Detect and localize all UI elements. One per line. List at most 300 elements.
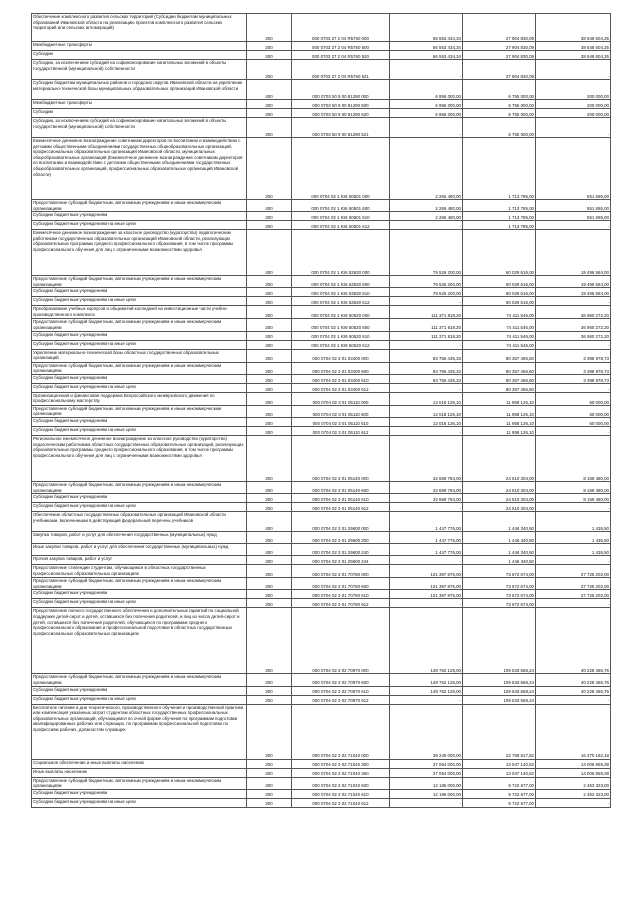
table-row xyxy=(32,138,611,200)
row-approved-amount-cell: - xyxy=(390,556,463,565)
row-name-cell: Предоставление субсидий бюджетным, автономным учреждениям и иным некоммерческим организациям xyxy=(32,578,247,590)
row-unexecuted-amount-cell: - xyxy=(536,426,611,435)
row-line-code-cell: 200 xyxy=(247,590,292,599)
row-executed-amount-cell: 60 029 616,00 xyxy=(463,230,536,276)
row-unexecuted-amount-cell: 36 960 272,20 xyxy=(536,331,611,340)
row-budget-code-cell: 000 0704 02 1 Ю6 53630 000 xyxy=(292,230,390,276)
row-unexecuted-amount-cell: 36 960 272,20 xyxy=(536,306,611,319)
row-budget-code-cell: 000 0704 02 3 02 71040 000 xyxy=(292,704,390,759)
row-executed-amount-cell: 6 755 000,00 xyxy=(463,80,536,100)
row-approved-amount-cell: - xyxy=(390,297,463,306)
row-approved-amount-cell: 149 762 125,00 xyxy=(390,686,463,695)
row-line-code-cell: 200 xyxy=(247,109,292,118)
row-name-cell: Предоставление субсидий бюджетным, автономным учреждениям и иным некоммерческим организациям xyxy=(32,777,247,789)
table-row xyxy=(32,556,611,565)
row-name-cell: Региональное ежемесячное денежное вознаграждение за классное руководство (кураторство) педагогическим работникам областных государственных образовательных организаций, реализующих образовательные программы среднего профессионального образования, в том числе программы профессионального обучения для лиц с ограниченными возможностями здоровья xyxy=(32,435,247,481)
table-row xyxy=(32,306,611,319)
row-approved-amount-cell: 12 186 000,00 xyxy=(390,789,463,798)
row-budget-code-cell: 000 0704 02 3 02 71040 610 xyxy=(292,789,390,798)
table-row xyxy=(32,789,611,798)
row-name-cell: Бесплатное питание в дни теоретического, производственного обучения и производственной практики или компенсация указанных затрат студентам областных государственных профессиональных образовательных организаций, обучающимся по очной форме обучения по программам подготовки квалифицированных рабочих или служащих, по программам профессиональной подготовки по профессиям рабочих, должностям служащих xyxy=(32,704,247,759)
row-budget-code-cell: 000 0704 02 1 Ю6 50501 000 xyxy=(292,138,390,200)
row-approved-amount-cell: - xyxy=(390,503,463,512)
table-row xyxy=(32,221,611,230)
row-executed-amount-cell: 6 755 000,00 xyxy=(463,118,536,138)
row-executed-amount-cell: 74 411 546,00 xyxy=(463,319,536,331)
row-line-code-cell: 200 xyxy=(247,532,292,544)
row-line-code-cell: 200 xyxy=(247,405,292,417)
row-budget-code-cell: 000 0704 02 1 Ю6 53630 610 xyxy=(292,288,390,297)
row-line-code-cell: 200 xyxy=(247,212,292,221)
table-row xyxy=(32,42,611,51)
row-unexecuted-amount-cell: 14 006 859,38 xyxy=(536,768,611,777)
row-name-cell: Субсидии xyxy=(32,109,247,118)
row-budget-code-cell: 000 0703 27 2 04 R5760 520 xyxy=(292,51,390,60)
row-approved-amount-cell: 2 265 480,00 xyxy=(390,212,463,221)
table-row xyxy=(32,503,611,512)
row-budget-code-cell: 000 0704 02 3 02 70970 612 xyxy=(292,695,390,704)
row-budget-code-cell: 000 0704 02 1 Ю6 53630 612 xyxy=(292,297,390,306)
row-unexecuted-amount-cell: - xyxy=(536,599,611,608)
row-unexecuted-amount-cell: 40 228 456,76 xyxy=(536,686,611,695)
table-row xyxy=(32,319,611,331)
row-budget-code-cell: 000 0704 02 3 01 05140 612 xyxy=(292,503,390,512)
row-budget-code-cell: 000 0703 27 2 04 R5760 000 xyxy=(292,14,390,42)
row-approved-amount-cell: 101 397 876,00 xyxy=(390,590,463,599)
row-approved-amount-cell: - xyxy=(390,695,463,704)
row-budget-code-cell: 000 0704 02 3 02 71040 300 xyxy=(292,759,390,768)
row-executed-amount-cell: 1 446 340,50 xyxy=(463,512,536,532)
table-row xyxy=(32,200,611,212)
row-name-cell: Субсидии бюджетным учреждениям xyxy=(32,331,247,340)
row-executed-amount-cell: 1 713 785,00 xyxy=(463,138,536,200)
row-approved-amount-cell: 66 553 434,34 xyxy=(390,51,463,60)
row-approved-amount-cell: 6 956 000,00 xyxy=(390,109,463,118)
row-unexecuted-amount-cell: 8 159 480,00 xyxy=(536,481,611,493)
row-executed-amount-cell: 11 958 126,10 xyxy=(463,405,536,417)
row-executed-amount-cell: 11 958 126,10 xyxy=(463,426,536,435)
row-name-cell: Организационная и финансовая поддержка Всероссийского межвузовского движения по профессиональному мастерству xyxy=(32,392,247,405)
row-name-cell: Субсидии бюджетным учреждениям на иные цели xyxy=(32,340,247,349)
row-name-cell: Предоставление стипендии студентам, обучающимся в областных государственных профессиональных образовательных организациях xyxy=(32,565,247,578)
row-unexecuted-amount-cell: 2 463 323,00 xyxy=(536,789,611,798)
row-approved-amount-cell: 101 397 876,00 xyxy=(390,565,463,578)
row-budget-code-cell: 000 0704 02 3 01 29600 244 xyxy=(292,556,390,565)
table-row xyxy=(32,608,611,674)
row-name-cell: Субсидии бюджетным учреждениям на иные цели xyxy=(32,383,247,392)
row-approved-amount-cell: 27 054 000,00 xyxy=(390,759,463,768)
budget-expenditure-table xyxy=(31,13,611,808)
row-line-code-cell: 200 xyxy=(247,798,292,807)
row-name-cell: Субсидии бюджетным учреждениям xyxy=(32,686,247,695)
row-unexecuted-amount-cell: 27 725 202,00 xyxy=(536,590,611,599)
row-executed-amount-cell: 11 958 126,10 xyxy=(463,392,536,405)
row-unexecuted-amount-cell: 40 228 456,76 xyxy=(536,674,611,686)
row-executed-amount-cell: 24 510 304,00 xyxy=(463,435,536,481)
row-unexecuted-amount-cell: 551 695,00 xyxy=(536,200,611,212)
row-name-cell: Иные выплаты населению xyxy=(32,768,247,777)
table-row xyxy=(32,374,611,383)
row-executed-amount-cell: 1 446 340,50 xyxy=(463,556,536,565)
row-budget-code-cell: 000 0704 02 3 01 03400 000 xyxy=(292,349,390,362)
row-executed-amount-cell: 24 510 304,00 xyxy=(463,494,536,503)
row-executed-amount-cell: 24 510 304,00 xyxy=(463,503,536,512)
row-executed-amount-cell: 80 357 456,60 xyxy=(463,349,536,362)
table-row xyxy=(32,362,611,374)
row-executed-amount-cell: 11 958 126,10 xyxy=(463,417,536,426)
row-unexecuted-amount-cell: - xyxy=(536,798,611,807)
row-name-cell: Предоставление полного государственного обеспечения и дополнительных гарантий по социальной поддержке детей-сирот и детей, оставшихся без попечения родителей, и лиц из числа детей-сирот и детей, оставшихся без попечения родителей, обучающихся по программам среднего профессионального образования и профессиональной подготовки в областных государственных профессиональных образовательных организациях xyxy=(32,608,247,674)
row-line-code-cell: 200 xyxy=(247,426,292,435)
row-name-cell: Субсидии бюджетным учреждениям xyxy=(32,590,247,599)
row-executed-amount-cell: 74 411 546,00 xyxy=(463,306,536,319)
table-body xyxy=(32,14,611,808)
row-unexecuted-amount-cell: - xyxy=(536,695,611,704)
row-unexecuted-amount-cell: 38 648 604,25 xyxy=(536,51,611,60)
row-name-cell: Обеспечение комплексного развития сельских территорий (Субсидии бюджетам муниципальных образований Ивановской области на реализацию проектов комплексного развития сельских территорий или сельских агломераций) xyxy=(32,14,247,42)
row-unexecuted-amount-cell: 14 006 859,38 xyxy=(536,759,611,768)
row-approved-amount-cell: 79 526 200,00 xyxy=(390,288,463,297)
table-row xyxy=(32,288,611,297)
row-executed-amount-cell: 9 722 677,00 xyxy=(463,789,536,798)
row-budget-code-cell: 000 0704 02 3 01 70780 610 xyxy=(292,590,390,599)
row-name-cell: Субсидии бюджетным учреждениям на иные цели xyxy=(32,426,247,435)
row-name-cell: Субсидии бюджетным учреждениям на иные цели xyxy=(32,798,247,807)
row-approved-amount-cell: - xyxy=(390,60,463,80)
row-line-code-cell: 200 xyxy=(247,100,292,109)
row-budget-code-cell: 000 0704 02 3 01 29600 200 xyxy=(292,532,390,544)
row-line-code-cell: 200 xyxy=(247,503,292,512)
row-unexecuted-amount-cell: 19 496 584,00 xyxy=(536,288,611,297)
table-row xyxy=(32,532,611,544)
row-executed-amount-cell: 109 533 668,24 xyxy=(463,686,536,695)
row-unexecuted-amount-cell: 3 398 978,73 xyxy=(536,374,611,383)
row-line-code-cell: 200 xyxy=(247,686,292,695)
table-row xyxy=(32,590,611,599)
row-line-code-cell: 200 xyxy=(247,494,292,503)
table-row xyxy=(32,578,611,590)
row-approved-amount-cell: 83 756 435,33 xyxy=(390,349,463,362)
row-line-code-cell: 200 xyxy=(247,435,292,481)
row-line-code-cell: 200 xyxy=(247,565,292,578)
row-name-cell: Субсидии, за исключением субсидий на софинансирование капитальных вложений в объекты государственной (муниципальной) собственности xyxy=(32,118,247,138)
row-name-cell: Субсидии бюджетным учреждениям на иные цели xyxy=(32,297,247,306)
table-row xyxy=(32,544,611,556)
row-budget-code-cell: 000 0704 02 3 01 03400 610 xyxy=(292,374,390,383)
row-name-cell: Субсидии бюджетным учреждениям на иные цели xyxy=(32,695,247,704)
row-name-cell: Субсидии бюджетам муниципальных районов и городских округов Ивановской области на укрепление материально-технической базы муниципальных образовательных организаций Ивановской области xyxy=(32,80,247,100)
row-budget-code-cell: 000 0704 02 3 02 70970 000 xyxy=(292,608,390,674)
row-line-code-cell: 200 xyxy=(247,481,292,493)
row-executed-amount-cell: 60 029 616,00 xyxy=(463,297,536,306)
row-approved-amount-cell: - xyxy=(390,383,463,392)
row-executed-amount-cell: 6 755 000,00 xyxy=(463,109,536,118)
row-approved-amount-cell: 149 762 125,00 xyxy=(390,674,463,686)
row-approved-amount-cell: 12 018 126,10 xyxy=(390,392,463,405)
row-executed-amount-cell: 73 672 674,00 xyxy=(463,599,536,608)
table-row xyxy=(32,674,611,686)
row-approved-amount-cell: 27 054 000,00 xyxy=(390,768,463,777)
row-unexecuted-amount-cell: 200 000,00 xyxy=(536,80,611,100)
row-budget-code-cell: 000 0704 02 1 Ю9 50520 000 xyxy=(292,306,390,319)
row-name-cell: Субсидии бюджетным учреждениям xyxy=(32,417,247,426)
row-approved-amount-cell: 66 553 434,34 xyxy=(390,14,463,42)
row-unexecuted-amount-cell: 27 725 202,00 xyxy=(536,578,611,590)
row-approved-amount-cell: 6 956 000,00 xyxy=(390,80,463,100)
row-budget-code-cell: 000 0703 50 9 00 81290 500 xyxy=(292,100,390,109)
row-executed-amount-cell: 80 357 456,60 xyxy=(463,383,536,392)
row-unexecuted-amount-cell: 551 695,00 xyxy=(536,212,611,221)
row-executed-amount-cell: 1 713 785,00 xyxy=(463,200,536,212)
table-row xyxy=(32,494,611,503)
row-name-cell: Субсидии бюджетным учреждениям xyxy=(32,789,247,798)
row-line-code-cell: 200 xyxy=(247,556,292,565)
row-unexecuted-amount-cell: 19 496 584,00 xyxy=(536,276,611,288)
row-approved-amount-cell: 111 371 818,20 xyxy=(390,319,463,331)
row-executed-amount-cell: 109 533 668,24 xyxy=(463,674,536,686)
row-unexecuted-amount-cell: 200 000,00 xyxy=(536,109,611,118)
row-approved-amount-cell: 79 526 200,00 xyxy=(390,276,463,288)
row-budget-code-cell: 000 0704 02 3 02 71040 360 xyxy=(292,768,390,777)
row-unexecuted-amount-cell: - xyxy=(536,221,611,230)
row-budget-code-cell: 000 0704 02 3 02 70970 610 xyxy=(292,686,390,695)
row-line-code-cell: 200 xyxy=(247,42,292,51)
row-line-code-cell: 200 xyxy=(247,340,292,349)
row-budget-code-cell: 000 0704 02 3 01 70780 612 xyxy=(292,599,390,608)
row-approved-amount-cell: 12 018 126,10 xyxy=(390,405,463,417)
table-row xyxy=(32,798,611,807)
row-executed-amount-cell: 9 722 677,00 xyxy=(463,798,536,807)
row-executed-amount-cell: 13 047 140,62 xyxy=(463,759,536,768)
row-budget-code-cell: 000 0704 02 3 01 05140 000 xyxy=(292,435,390,481)
table-row xyxy=(32,417,611,426)
row-budget-code-cell: 000 0704 02 3 02 70970 600 xyxy=(292,674,390,686)
row-budget-code-cell: 000 0703 27 2 04 R5760 521 xyxy=(292,60,390,80)
row-approved-amount-cell: 32 669 784,00 xyxy=(390,435,463,481)
row-name-cell: Закупка товаров, работ и услуг для обеспечения государственных (муниципальных) нужд xyxy=(32,532,247,544)
row-executed-amount-cell: 1 446 340,50 xyxy=(463,532,536,544)
row-executed-amount-cell: 6 755 000,00 xyxy=(463,100,536,109)
row-unexecuted-amount-cell: 200 000,00 xyxy=(536,100,611,109)
row-executed-amount-cell: 73 672 674,00 xyxy=(463,565,536,578)
row-budget-code-cell: 000 0704 02 3 01 03400 600 xyxy=(292,362,390,374)
row-line-code-cell: 200 xyxy=(247,608,292,674)
row-budget-code-cell: 000 0704 02 3 01 05110 612 xyxy=(292,426,390,435)
row-line-code-cell: 200 xyxy=(247,331,292,340)
row-budget-code-cell: 000 0704 02 1 Ю9 50520 612 xyxy=(292,340,390,349)
row-name-cell: Субсидии xyxy=(32,51,247,60)
row-line-code-cell: 200 xyxy=(247,768,292,777)
row-line-code-cell: 200 xyxy=(247,118,292,138)
row-name-cell: Межбюджетные трансферты xyxy=(32,100,247,109)
row-budget-code-cell: 000 0704 02 3 02 71040 600 xyxy=(292,777,390,789)
row-name-cell: Предоставление субсидий бюджетным, автономным учреждениям и иным некоммерческим организациям xyxy=(32,200,247,212)
row-executed-amount-cell: 60 029 616,00 xyxy=(463,288,536,297)
row-budget-code-cell: 000 0704 02 3 01 29600 000 xyxy=(292,512,390,532)
row-line-code-cell: 200 xyxy=(247,221,292,230)
row-approved-amount-cell: - xyxy=(390,221,463,230)
row-budget-code-cell: 000 0704 02 3 01 05140 600 xyxy=(292,481,390,493)
row-approved-amount-cell: 111 371 818,20 xyxy=(390,331,463,340)
row-approved-amount-cell: 1 447 776,00 xyxy=(390,512,463,532)
row-budget-code-cell: 000 0704 02 3 01 05110 000 xyxy=(292,392,390,405)
row-executed-amount-cell: 73 672 674,00 xyxy=(463,578,536,590)
row-name-cell: Ежемесячное денежное вознаграждение за классное руководство (кураторство) педагогическим работникам государственных образовательных организаций Ивановской области, реализующих образовательные программы среднего профессионального образования, в том числе программы профессионального обучения для лиц с ограниченными возможностями здоровья xyxy=(32,230,247,276)
row-approved-amount-cell: 1 447 776,00 xyxy=(390,532,463,544)
table-row xyxy=(32,331,611,340)
row-executed-amount-cell: 80 357 456,60 xyxy=(463,374,536,383)
row-executed-amount-cell: 74 411 546,00 xyxy=(463,331,536,340)
row-approved-amount-cell: - xyxy=(390,599,463,608)
row-name-cell: Предоставление субсидий бюджетным, автономным учреждениям и иным некоммерческим организациям xyxy=(32,319,247,331)
table-row xyxy=(32,777,611,789)
row-executed-amount-cell: 1 713 785,00 xyxy=(463,221,536,230)
table-row xyxy=(32,686,611,695)
row-budget-code-cell: 000 0704 02 3 01 70780 600 xyxy=(292,578,390,590)
row-name-cell: Предоставление субсидий бюджетным, автономным учреждениям и иным некоммерческим организациям xyxy=(32,276,247,288)
row-name-cell: Субсидии бюджетным учреждениям xyxy=(32,494,247,503)
row-executed-amount-cell: 74 411 546,00 xyxy=(463,340,536,349)
table-row xyxy=(32,212,611,221)
row-line-code-cell: 200 xyxy=(247,674,292,686)
row-name-cell: Предоставление субсидий бюджетным, автономным учреждениям и иным некоммерческим организациям xyxy=(32,405,247,417)
row-unexecuted-amount-cell: 19 496 584,00 xyxy=(536,230,611,276)
row-budget-code-cell: 000 0704 02 1 Ю9 50520 600 xyxy=(292,319,390,331)
row-line-code-cell: 200 xyxy=(247,80,292,100)
row-line-code-cell: 200 xyxy=(247,789,292,798)
row-name-cell: Субсидии бюджетным учреждениям xyxy=(32,212,247,221)
row-executed-amount-cell: 80 357 456,60 xyxy=(463,362,536,374)
row-unexecuted-amount-cell: 1 435,50 xyxy=(536,544,611,556)
row-budget-code-cell: 000 0704 02 1 Ю9 50520 610 xyxy=(292,331,390,340)
table-row xyxy=(32,512,611,532)
row-name-cell: Субсидии бюджетным учреждениям на иные цели xyxy=(32,221,247,230)
row-approved-amount-cell: 79 526 200,00 xyxy=(390,230,463,276)
table-row xyxy=(32,405,611,417)
row-line-code-cell: 200 xyxy=(247,319,292,331)
row-budget-code-cell: 000 0704 02 3 01 03400 612 xyxy=(292,383,390,392)
row-executed-amount-cell: 22 769 817,82 xyxy=(463,704,536,759)
table-row xyxy=(32,349,611,362)
row-name-cell: Субсидии бюджетным учреждениям xyxy=(32,288,247,297)
row-approved-amount-cell: 32 669 784,00 xyxy=(390,481,463,493)
row-executed-amount-cell: 109 533 668,24 xyxy=(463,608,536,674)
table-row xyxy=(32,60,611,80)
row-approved-amount-cell: 83 756 435,33 xyxy=(390,362,463,374)
table-row xyxy=(32,695,611,704)
row-line-code-cell: 200 xyxy=(247,759,292,768)
table-row xyxy=(32,80,611,100)
row-unexecuted-amount-cell: 1 435,50 xyxy=(536,512,611,532)
row-line-code-cell: 200 xyxy=(247,230,292,276)
row-approved-amount-cell: - xyxy=(390,798,463,807)
row-approved-amount-cell: - xyxy=(390,118,463,138)
row-line-code-cell: 200 xyxy=(247,578,292,590)
table-row xyxy=(32,599,611,608)
row-line-code-cell: 200 xyxy=(247,306,292,319)
row-name-cell: Предоставление субсидий бюджетным, автономным учреждениям и иным некоммерческим организациям xyxy=(32,481,247,493)
row-approved-amount-cell: 2 265 480,00 xyxy=(390,138,463,200)
row-executed-amount-cell: 9 722 677,00 xyxy=(463,777,536,789)
table-row xyxy=(32,109,611,118)
table-row xyxy=(32,340,611,349)
row-approved-amount-cell: 12 018 126,10 xyxy=(390,417,463,426)
row-unexecuted-amount-cell: - xyxy=(536,340,611,349)
row-line-code-cell: 200 xyxy=(247,374,292,383)
row-line-code-cell: 200 xyxy=(247,138,292,200)
row-executed-amount-cell: 1 446 340,50 xyxy=(463,544,536,556)
row-line-code-cell: 200 xyxy=(247,60,292,80)
table-row xyxy=(32,759,611,768)
row-executed-amount-cell: 1 713 785,00 xyxy=(463,212,536,221)
row-budget-code-cell: 000 0704 02 3 01 05110 600 xyxy=(292,405,390,417)
row-executed-amount-cell: 27 904 830,09 xyxy=(463,60,536,80)
row-unexecuted-amount-cell: - xyxy=(536,503,611,512)
row-name-cell: Обеспечение областных государственных образовательных организаций Ивановской области учебниками, включенными в действующий федеральный перечень учебников xyxy=(32,512,247,532)
row-approved-amount-cell: 12 186 000,00 xyxy=(390,777,463,789)
table-row xyxy=(32,426,611,435)
table-row xyxy=(32,435,611,481)
row-unexecuted-amount-cell: 27 725 202,00 xyxy=(536,565,611,578)
row-approved-amount-cell: - xyxy=(390,426,463,435)
row-line-code-cell: 200 xyxy=(247,200,292,212)
row-unexecuted-amount-cell: 1 435,50 xyxy=(536,532,611,544)
row-line-code-cell: 200 xyxy=(247,51,292,60)
row-unexecuted-amount-cell: - xyxy=(536,383,611,392)
row-name-cell: Ежемесячное денежное вознаграждение советникам директоров по воспитанию и взаимодействию с детскими общественными объединениями государственных общеобразовательных организаций, профессиональных образовательных организаций Ивановской области, муниципальных общеобразовательных организаций (Ежемесячное денежное вознаграждение советникам директоров по воспитанию и взаимодействию с детскими общественными объединениями государственных общеобразовательных организаций, профессиональных образовательных организаций Ивановской области) xyxy=(32,138,247,200)
row-approved-amount-cell: - xyxy=(390,340,463,349)
row-line-code-cell: 200 xyxy=(247,544,292,556)
row-line-code-cell: 200 xyxy=(247,383,292,392)
row-approved-amount-cell: 32 669 784,00 xyxy=(390,494,463,503)
row-unexecuted-amount-cell: 60 000,00 xyxy=(536,417,611,426)
row-budget-code-cell: 000 0703 50 9 00 81290 000 xyxy=(292,80,390,100)
row-unexecuted-amount-cell: 40 228 456,76 xyxy=(536,608,611,674)
row-unexecuted-amount-cell: 60 000,00 xyxy=(536,392,611,405)
row-executed-amount-cell: 60 029 616,00 xyxy=(463,276,536,288)
row-unexecuted-amount-cell: - xyxy=(536,118,611,138)
table-row xyxy=(32,230,611,276)
row-line-code-cell: 200 xyxy=(247,392,292,405)
row-unexecuted-amount-cell: 38 648 604,25 xyxy=(536,14,611,42)
row-budget-code-cell: 000 0704 02 3 02 71040 612 xyxy=(292,798,390,807)
row-approved-amount-cell: 2 265 480,00 xyxy=(390,200,463,212)
row-name-cell: Межбюджетные трансферты xyxy=(32,42,247,51)
row-unexecuted-amount-cell: 8 159 480,00 xyxy=(536,435,611,481)
row-name-cell: Субсидии бюджетным учреждениям xyxy=(32,374,247,383)
row-approved-amount-cell: 83 756 435,33 xyxy=(390,374,463,383)
row-executed-amount-cell: 73 672 674,00 xyxy=(463,590,536,599)
table-row xyxy=(32,383,611,392)
table-row xyxy=(32,481,611,493)
table-row xyxy=(32,392,611,405)
row-executed-amount-cell: 27 904 830,09 xyxy=(463,51,536,60)
row-name-cell: Предоставление субсидий бюджетным, автономным учреждениям и иным некоммерческим организациям xyxy=(32,362,247,374)
row-unexecuted-amount-cell: 38 648 604,25 xyxy=(536,42,611,51)
row-approved-amount-cell: 66 553 434,34 xyxy=(390,42,463,51)
row-line-code-cell: 200 xyxy=(247,417,292,426)
row-budget-code-cell: 000 0704 02 1 Ю6 50501 600 xyxy=(292,200,390,212)
row-budget-code-cell: 000 0704 02 1 Ю6 50501 612 xyxy=(292,221,390,230)
row-unexecuted-amount-cell: 2 463 323,00 xyxy=(536,777,611,789)
row-executed-amount-cell: 13 047 140,62 xyxy=(463,768,536,777)
row-name-cell: Предоставление субсидий бюджетным, автономным учреждениям и иным некоммерческим организациям xyxy=(32,674,247,686)
row-budget-code-cell: 000 0704 02 3 01 05140 610 xyxy=(292,494,390,503)
row-executed-amount-cell: 109 533 668,24 xyxy=(463,695,536,704)
row-budget-code-cell: 000 0704 02 1 Ю6 50501 610 xyxy=(292,212,390,221)
row-line-code-cell: 200 xyxy=(247,276,292,288)
row-line-code-cell: 200 xyxy=(247,777,292,789)
